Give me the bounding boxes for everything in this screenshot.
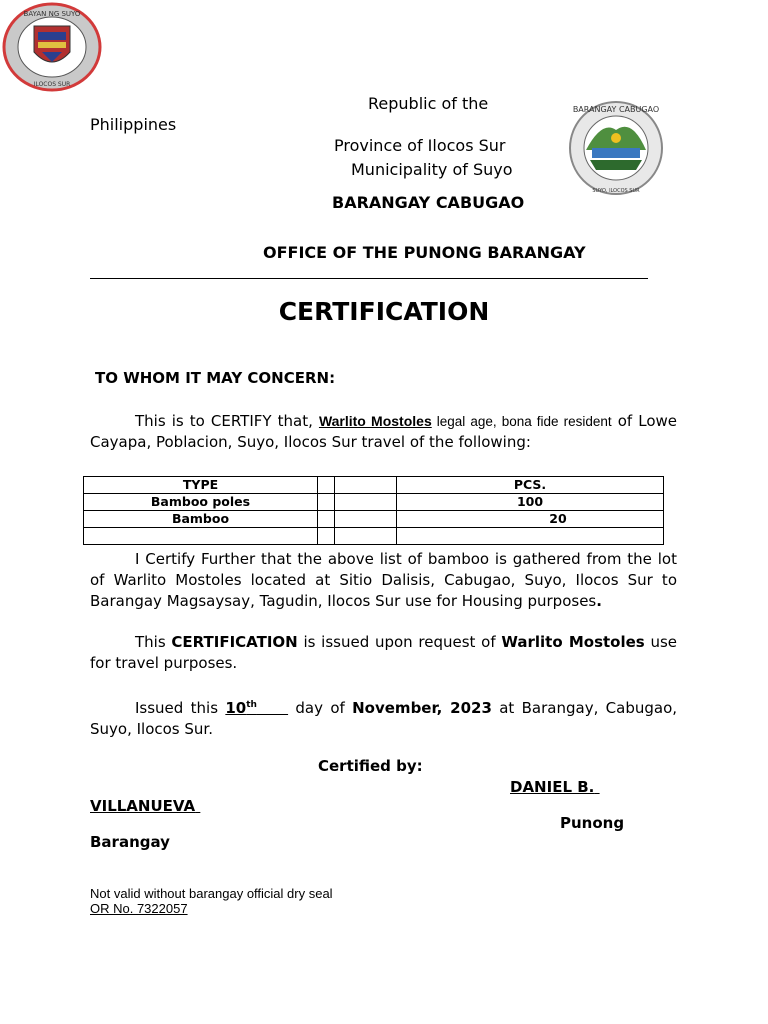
signatory-name-part1 xyxy=(510,778,600,796)
table-cell xyxy=(318,511,335,528)
table-cell xyxy=(397,528,664,545)
table-cell xyxy=(318,494,335,511)
resident-name: Warlito Mostoles xyxy=(318,413,432,429)
para3-d: Warlito Mostoles xyxy=(501,633,645,651)
table-cell xyxy=(335,528,397,545)
signatory-title-part1: Punong xyxy=(560,814,625,832)
table-header-row xyxy=(84,477,664,494)
table-header-cell xyxy=(318,477,335,494)
table-cell: 100 xyxy=(397,494,664,511)
svg-text:BAYAN NG SUYO: BAYAN NG SUYO xyxy=(23,10,81,18)
header-province: Province of Ilocos Sur xyxy=(334,136,506,155)
header-divider xyxy=(90,278,648,279)
salutation: TO WHOM IT MAY CONCERN: xyxy=(95,369,336,387)
para1-tail: of Lowe Cayapa, Poblacion, Suyo, Ilocos Sur travel of the following: xyxy=(90,412,677,451)
svg-text:SUYO, ILOCOS SUR: SUYO, ILOCOS SUR xyxy=(592,188,640,194)
para1-lead: This is to CERTIFY that, xyxy=(135,412,319,430)
svg-text:BARANGAY CABUGAO: BARANGAY CABUGAO xyxy=(572,105,660,114)
table-header-cell: PCS. xyxy=(397,477,664,494)
items-table xyxy=(83,476,664,545)
issue-day-number: 10 xyxy=(225,699,247,717)
table-cell: Bamboo xyxy=(84,511,318,528)
signatory-name-part1-text: DANIEL B. xyxy=(510,778,595,796)
para3-a: This xyxy=(135,633,172,651)
or-number: OR No. 7322057 xyxy=(90,901,188,916)
para4-a: Issued this xyxy=(135,699,226,717)
table-cell xyxy=(318,528,335,545)
certify-paragraph xyxy=(90,411,677,453)
para1-mid: legal age, bona fide resident xyxy=(431,414,612,429)
para3-c: is issued upon request of xyxy=(297,633,502,651)
signatory-name-part2 xyxy=(90,797,200,815)
signatory-title-part2: Barangay xyxy=(90,833,170,851)
issued-request-paragraph xyxy=(90,632,677,674)
further-paragraph xyxy=(90,549,677,612)
table-row xyxy=(84,528,664,545)
table-cell xyxy=(335,494,397,511)
para2-end: . xyxy=(596,592,602,610)
header-barangay: BARANGAY CABUGAO xyxy=(332,193,525,212)
table-cell: Bamboo poles xyxy=(84,494,318,511)
para3-b: CERTIFICATION xyxy=(171,633,298,651)
certified-by-label: Certified by: xyxy=(318,757,423,775)
table-cell xyxy=(335,511,397,528)
issue-day xyxy=(225,699,288,717)
para4-c: at Barangay, Cabugao, Suyo, Ilocos Sur. xyxy=(90,699,678,738)
signatory-name-part2-text: VILLANUEVA xyxy=(90,797,196,815)
header-municipality: Municipality of Suyo xyxy=(351,160,513,179)
document-title: CERTIFICATION xyxy=(278,297,490,326)
table-header-cell xyxy=(335,477,397,494)
header-office: OFFICE OF THE PUNONG BARANGAY xyxy=(263,243,586,262)
svg-text:ILOCOS SUR: ILOCOS SUR xyxy=(33,81,71,88)
issued-date-paragraph xyxy=(90,695,677,740)
para3-e: use for travel purposes. xyxy=(90,633,678,672)
table-row xyxy=(84,511,664,528)
dry-seal-note: Not valid without barangay official dry seal xyxy=(90,886,333,901)
table-cell xyxy=(84,528,318,545)
municipal-seal-logo xyxy=(2,2,102,92)
table-row xyxy=(84,494,664,511)
barangay-seal-logo xyxy=(562,100,670,200)
issue-month-year: November, 2023 xyxy=(352,699,492,717)
para4-b: day of xyxy=(288,699,353,717)
header-republic: Republic of the xyxy=(368,94,489,113)
para2-text: I Certify Further that the above list of bamboo is gathered from the lot of Warlito Mostoles located at Sitio Dalisis, Cabugao, Suyo, Ilocos Sur to Barangay Magsaysay, Tagudin, Ilocos Sur use for Housing purposes xyxy=(90,550,677,610)
table-header-cell: TYPE xyxy=(84,477,318,494)
issue-day-suffix: th xyxy=(246,700,257,710)
table-cell: 20 xyxy=(397,511,664,528)
header-philippines: Philippines xyxy=(90,115,177,134)
